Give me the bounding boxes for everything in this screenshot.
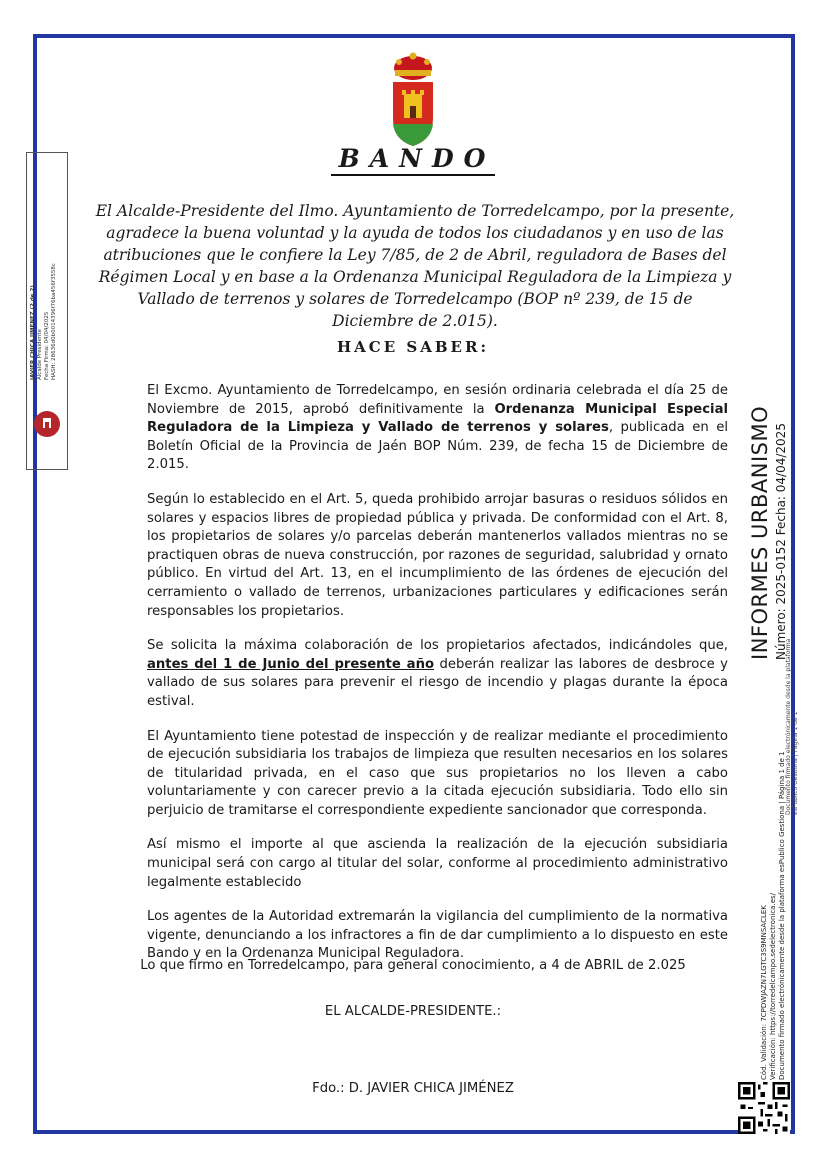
paragraph-6: Los agentes de la Autoridad extremarán la vigilancia del cumplimiento de la normativa vigente, denunciando a los infractores a fin de dar cumplimiento a lo dispuesto en este Bando y en la Ordenanza Municipal Reguladora. [147, 909, 728, 962]
coat-of-arms-icon [385, 48, 441, 148]
registry-title: INFORMES URBANISMO [748, 405, 772, 660]
validation-info: Cód. Validación: 7CPDWJAZN7LGTC3S9MNSACLEK Verificación: https://torredelcampo.sedelectronica.es/ Documento firmado electrónicamente desde la plataforma esPublico Gestiona | Página 1 de 1 [760, 751, 786, 1080]
paragraph-4: El Ayuntamiento tiene potestad de inspección y de realizar mediante el procedimiento de ejecución subsidiaria los trabajos de limpieza que resulten necesarios en los solares de titularidad privada, en el caso que sus propietarios no los lleven a cabo voluntariamente y con carecer previo a la citada ejecución subsidiaria. Todo ello sin perjuicio de tramitarse el correspondiente expediente sancionador que corresponda. [147, 728, 728, 818]
seal-icon [33, 410, 61, 438]
paragraph-5: Así mismo el importe al que ascienda la realización de la ejecución subsidiaria municipal será con cargo al titular del solar, conforme al procedimiento administrativo legalmente establecido [147, 837, 728, 890]
qr-code-icon[interactable] [738, 1082, 790, 1134]
document-title: BANDO [0, 144, 826, 173]
paragraph-1: El Excmo. Ayuntamiento de Torredelcampo, en sesión ordinaria celebrada el día 25 de Noviembre de 2015, aprobó definitivamente la Ordenanza Municipal Especial Reguladora de la Limpieza y Vallado de terrenos y solares, publicada en el Boletín Oficial de la Provincia de Jaén BOP Núm. 239, de fecha 15 de Diciembre de 2.015. [147, 383, 728, 473]
signer-role: EL ALCALDE-PRESIDENTE.: [324, 1004, 502, 1019]
body-text [147, 382, 728, 980]
registry-number-date: Número: 2025-0152 Fecha: 04/04/2025 [774, 423, 788, 660]
intro-paragraph: El Alcalde-Presidente del Ilmo. Ayuntamiento de Torredelcampo, por la presente, agradece la buena voluntad y la ayuda de todos los ciudadanos y en uso de las atribuciones que le confiere la Ley 7/85, de 2 de Abril, reguladora de Bases del Régimen Local y en base a la Ordenanza Municipal Reguladora de la Limpieza y Vallado de terrenos y solares de Torredelcampo (BOP nº 239, de 15 de Diciembre de 2.015). [95, 202, 735, 330]
signature-place-date: Lo que firmo en Torredelcampo, para general conocimiento, a 4 de ABRIL de 2.025 [140, 958, 686, 973]
paragraph-2: Según lo establecido en el Art. 5, queda prohibido arrojar basuras o residuos sólidos en solares y espacios libres de propiedad pública y privada. De conformidad con el Art. 8, los propietarios de solares y/o parcelas deberán mantenerlos vallados mientras no se practiquen obras de nueva construcción, por razones de seguridad, salubridad y ornato público. En virtud del Art. 13, en el incumplimiento de las órdenes de ejecución del cerramiento o vallado de terrenos, urbanizaciones particulares y edificaciones serán responsables los propietarios. [147, 491, 728, 619]
signature-stamp-text: JAVIER CHICA JIMENEZ (2 de 2) Alcalde Presidente Fecha Firma: 04/04/2025 HASH: 28636d0b0014396f76ba456f3558c [30, 263, 57, 380]
page-footer-note: Documento firmado electrónicamente desde la plataforma esPublico Gestiona | Página 1 de 1 [785, 638, 799, 815]
hace-saber-heading: HACE SABER: [337, 338, 489, 356]
signer-name: Fdo.: D. JAVIER CHICA JIMÉNEZ [312, 1081, 514, 1096]
paragraph-3: Se solicita la máxima colaboración de los propietarios afectados, indicándoles que, antes del 1 de Junio del presente año deberán realizar las labores de desbroce y vallado de sus solares para prevenir el riesgo de incendio y plagas durante la época estival. [147, 638, 728, 709]
